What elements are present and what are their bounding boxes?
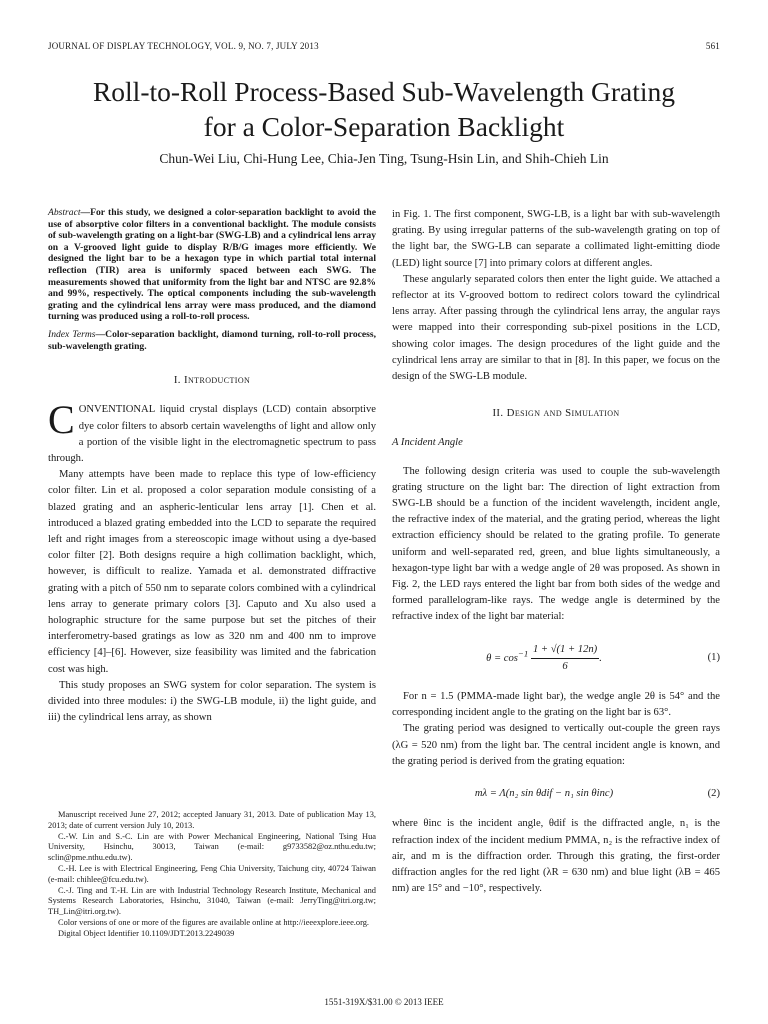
right-paragraph-5: The grating period was designed to vertically out-couple the green rays (λG = 520 nm) from the light bar. The central incident angle is known, and the grating period is derived from the grating equation:: [392, 723, 720, 767]
abstract-body: —For this study, we designed a color-separation backlight to avoid the use of absorptive color filters in a conventional backlight. The module consists of sub-wavelength grating on a light-bar (SWG-LB) and a cylindrical lens array on a V-grooved light guide to display R/B/G images more efficiently. We designed the light bar to be a hexagon type in which partial total internal reflection (TIR) area is uniformly spaced between each SWG. The measurements showed that uniformity from the light bar and NTSC are 92.8% and 99%, respectively. The optical components including the sub-wavelength grating and the cylindrical lens array were mass produced, and the diamond turning was produced using a roll-to-roll process.: [48, 207, 376, 323]
index-terms: [48, 329, 376, 352]
right-column: [392, 207, 720, 897]
equation-2-number: (2): [707, 788, 720, 800]
page-number: 561: [705, 41, 720, 51]
intro-paragraph-3: This study proposes an SWG system for color separation. The system is divided into three modules: i) the SWG-LB module, ii) the light guide, and iii) the cylindrical lens array, as shown: [48, 679, 376, 724]
paper-title: [40, 74, 728, 144]
right-paragraph-1: in Fig. 1. The first component, SWG-LB, is a light bar with sub-wavelength grating. By using irregular patterns of the sub-wavelength grating on top of the light bar, the SWG-LB can separate a collimated light-emitting diode (LED) light source [7] into primary colors at different angles.: [392, 209, 720, 269]
footnote: C.-J. Ting and T.-H. Lin are with Industrial Technology Research Institute, Mechanical and Systems Research Laboratories, Hsinchu, 31040, Taiwan (e-mail: JerryTing@itri.org.tw; TH_Lin@itri.org.tw).: [48, 885, 376, 917]
footnote: Manuscript received June 27, 2012; accepted January 31, 2013. Date of publication May 13, 2013; date of current version July 10, 2013.: [48, 810, 376, 830]
abstract-label: Abstract: [48, 207, 81, 218]
equation-1-fraction: $\frac{1 + √(1 + 12n)}{6}$: [532, 643, 598, 672]
drop-cap: C: [48, 397, 75, 443]
right-paragraph-6: where θinc is the incident angle, θdif is the diffracted angle, n₁ is the refraction index of the incident medium PMMA, n₂ is the refractive index of air, and m is the diffraction order. Through this grating, the first-order diffraction angles for the red light (λR = 630 nm) and blue light (λB = 465 nm) are 15° and −10°, respectively.: [392, 818, 720, 895]
intro-paragraph-2: Many attempts have been made to replace this type of low-efficiency color filter. Lin et al. proposed a color separation module consisting of a blazed grating and an aspheric-lenticular lens array [1]. Chen et al. introduced a blazed grating embedded into the LCD to separate the required left and right images from a stereoscopic image without using a dye-based color filter [2]. Both designs require a high collimation backlight, which, however, is difficult to realize. Yamada et al. demonstrated diffractive grating with a pitch of 550 nm to separate colors combined with a cylindrical lens array to generate primary colors [3]. Caputo and Xu also used a holographic structure for the same purpose but set the pitches of their interferometry-based gratings as low as 320 nm and 400 nm to improve efficiency [4]–[6]. However, size feasibility was limited and the fabrication cost was high.: [48, 469, 376, 675]
journal-name: JOURNAL OF DISPLAY TECHNOLOGY, VOL. 9, NO. 7, JULY 2013: [48, 41, 319, 51]
index-terms-body: —Color-separation backlight, diamond turning, roll-to-roll process, sub-wavelength grating.: [48, 328, 377, 352]
author-list: Chun-Wei Liu, Chi-Hung Lee, Chia-Jen Ting, Tsung-Hsin Lin, and Shih-Chieh Lin: [159, 151, 609, 166]
abstract: [48, 207, 376, 323]
footnote: C.-W. Lin and S.-C. Lin are with Power Mechanical Engineering, National Tsing Hua University, Hsinchu, 30013, Taiwan (e-mail: g9733582@oz.nthu.edu.tw; sclin@pme.nthu.edu.tw).: [48, 831, 376, 863]
index-terms-label: Index Terms: [48, 328, 96, 340]
title-line-2: for a Color-Separation Backlight: [203, 111, 565, 142]
right-paragraph-3: The following design criteria was used to couple the sub-wavelength grating structure on the light bar: The direction of light extraction from SWG-LB should be a function of the incident wavelength, incident angle, the refractive index of the material, and the grating period, whereas the light extraction efficiency should be related to the grating profile. To generate uniform and well-separated red, green, and blue lights simultaneously, a hexagon-type light bar with a wedge angle of 2θ was proposed. As shown in Fig. 2, the LED rays entered the light bar from both sides of the wedge and formed parallelogram-like rays. The wedge angle is determined by the refractive index of the light bar material:: [392, 465, 720, 623]
copyright-line: 1551-319X/$31.00 © 2013 IEEE: [324, 997, 444, 1007]
intro-paragraph-1: CONVENTIONAL liquid crystal displays (LCD) contain absorptive dye color filters to absorb certain wavelengths of light and allow only a portion of the visible light in the electromagnetic spectrum to pass through.: [48, 397, 376, 464]
equation-1-body: $\theta = \cos^{-1}$ $\frac{1 + √(1 + 12n)}{6}$ .: [392, 642, 696, 675]
right-paragraph-4: For n = 1.5 (PMMA-made light bar), the wedge angle 2θ is 54° and the corresponding incident angle to the grating on the light bar is 63°.: [392, 691, 720, 719]
footnotes: [48, 810, 376, 940]
footnote: Digital Object Identifier 10.1109/JDT.2013.2249039: [58, 928, 235, 938]
footnote: Color versions of one or more of the figures are available online at http://ieeexplore.ieee.org.: [58, 917, 370, 927]
equation-1: [392, 642, 720, 675]
equation-1-number: (1): [707, 652, 720, 664]
right-paragraph-2: These angularly separated colors then enter the light guide. We attached a reflector at its V-grooved bottom to redirect colors toward the cylindrical lens array. After passing through the cylindrical lens array, the angular rays were mapped into their corresponding sub-pixel positions in the LCD, showing color images. The design procedures of the light guide and the cylindrical lens array are similar to that in [8]. In this paper, we focus on the design of the SWG-LB module.: [392, 273, 720, 383]
equation-2-body: mλ = Λ(n₂ sin θdif − n₁ sin θinc): [474, 788, 614, 800]
section-heading-introduction: I. Introduction: [173, 374, 251, 387]
subsection-heading: A Incident Angle: [392, 437, 463, 449]
section-heading-design: II. Design and Simulation: [492, 407, 620, 420]
footnote: C.-H. Lee is with Electrical Engineering, Feng Chia University, Taichung city, 40724 Taiwan (e-mail: chihlee@fcu.edu.tw).: [48, 863, 376, 884]
title-line-1: Roll-to-Roll Process-Based Sub-Wavelength Grating: [92, 76, 676, 107]
equation-2: [392, 786, 720, 802]
running-header: [48, 41, 720, 51]
left-column: [48, 207, 376, 726]
